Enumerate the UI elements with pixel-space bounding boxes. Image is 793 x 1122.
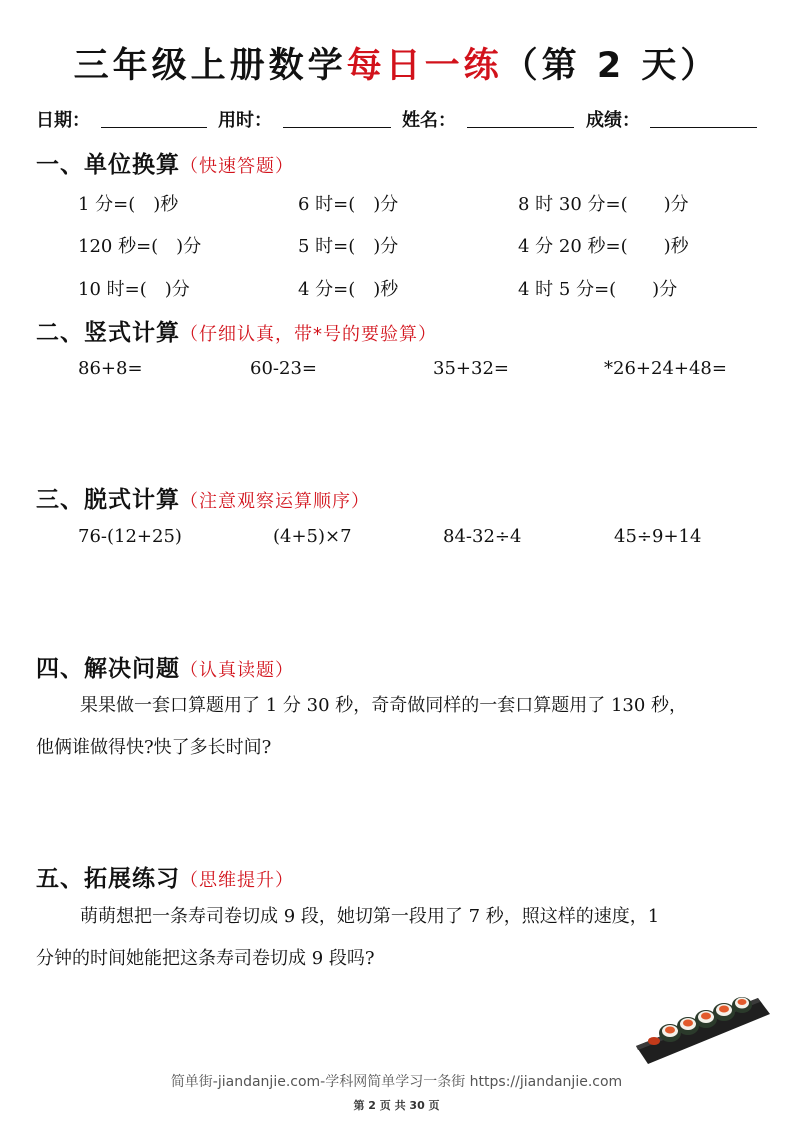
unit-question: 10 时=( )分 [78,279,190,300]
unit-question: 5 时=( )分 [298,236,399,257]
footer-site-text: 简单街-jiandanjie.com-学科网简单学习一条街 https://jiandanjie.com [170,1074,623,1090]
score-label: 成绩： [586,110,640,131]
section-3-title: 三、脱式计算 [36,487,180,513]
vertical-calc-question: 60-23= [250,358,317,379]
title-part3: （第 2 天） [502,46,720,86]
step-calc-question: 76-(12+25) [78,526,182,547]
date-field[interactable] [101,127,207,128]
problem-4-line-1: 果果做一套口算题用了 1 分 30 秒，奇奇做同样的一套口算题用了 130 秒， [80,695,688,716]
problem-4-line-2: 他俩谁做得快?快了多长时间? [36,737,272,758]
sushi-platter-image [632,988,772,1072]
date-label: 日期： [36,110,90,131]
vertical-calc-question: *26+24+48= [604,358,727,379]
title-part2: 每日一练 [346,46,503,86]
name-label: 姓名： [402,110,456,131]
section-5-hint: （思维提升） [180,870,294,891]
time-used-label: 用时： [218,110,272,131]
problem-5-line-1: 萌萌想把一条寿司卷切成 9 段，她切第一段用了 7 秒，照这样的速度，1 [80,906,660,927]
unit-question: 4 分=( )秒 [298,279,399,300]
section-2-heading [36,314,437,347]
step-calc-question: (4+5)×7 [273,526,352,547]
vertical-calc-question: 35+32= [433,358,509,379]
unit-question: 6 时=( )分 [298,194,399,215]
name-field[interactable] [467,127,574,128]
section-2-hint: （仔细认真，带*号的要验算） [180,324,437,345]
page-title [0,38,793,88]
unit-question: 120 秒=( )分 [78,236,202,257]
section-1-hint: （快速答题） [180,156,294,177]
unit-question: 1 分=( )秒 [78,194,179,215]
title-part1: 三年级上册数学 [73,46,347,86]
section-4-heading [36,650,294,683]
section-3-hint: （注意观察运算顺序） [180,491,370,512]
section-2-title: 二、竖式计算 [36,320,180,346]
page-number: 第 2 页 共 30 页 [353,1099,440,1112]
vertical-calc-question: 86+8= [78,358,143,379]
score-field[interactable] [650,127,757,128]
section-5-heading [36,860,294,893]
unit-question: 4 时 5 分=( )分 [518,279,678,300]
unit-question: 4 分 20 秒=( )秒 [518,236,689,257]
unit-question: 8 时 30 分=( )分 [518,194,689,215]
problem-5-line-2: 分钟的时间她能把这条寿司卷切成 9 段吗? [36,948,375,969]
section-3-heading [36,481,370,514]
section-4-hint: （认真读题） [180,660,294,681]
section-1-heading [36,146,294,179]
section-5-title: 五、拓展练习 [36,866,180,892]
step-calc-question: 84-32÷4 [443,526,522,547]
step-calc-question: 45÷9+14 [614,526,702,547]
time-used-field[interactable] [283,127,391,128]
section-1-title: 一、单位换算 [36,152,180,178]
section-4-title: 四、解决问题 [36,656,180,682]
